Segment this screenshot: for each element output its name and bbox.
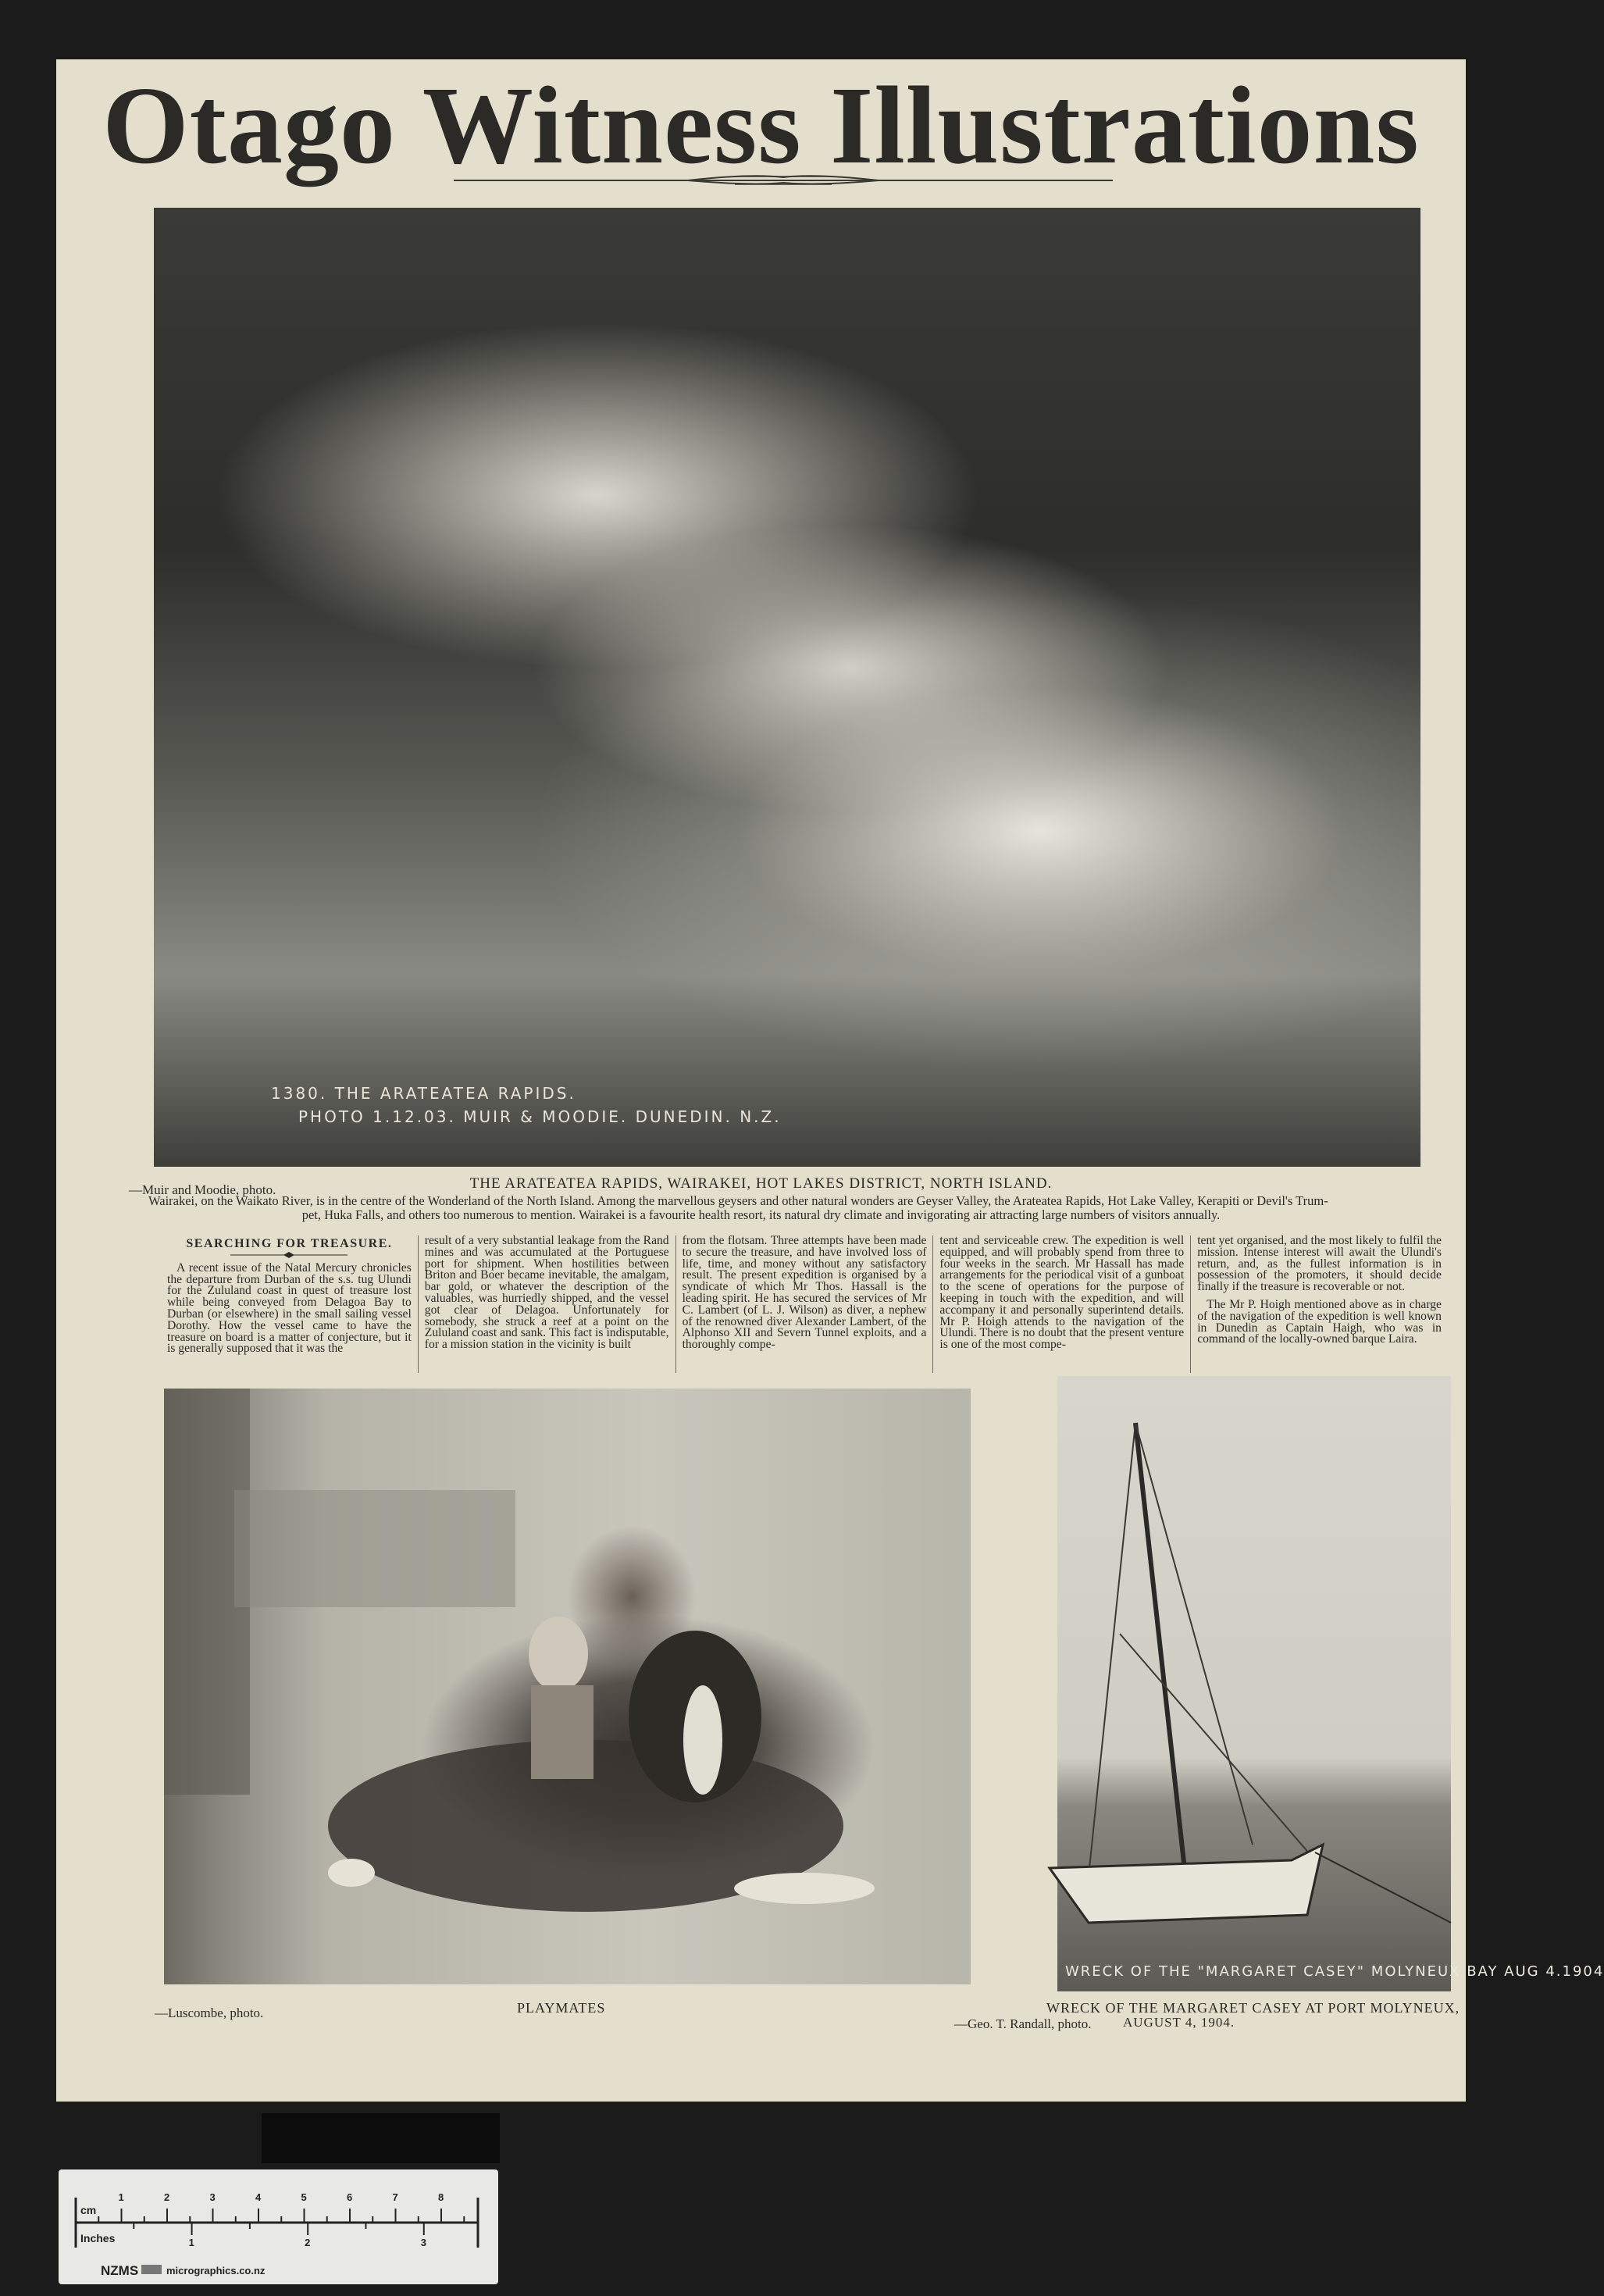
photo-caption: pet, Huka Falls, and others too numerous to mention. Wairakei is a favourite health resort, its natural dry climate and invigorating air attracting large numbers of visitors annually. xyxy=(301,1207,1221,1222)
article-column xyxy=(675,1235,933,1373)
photo-title: THE ARATEATEA RAPIDS, WAIRAKEI, HOT LAKES DISTRICT, NORTH ISLAND. xyxy=(469,1175,1053,1192)
article-paragraph: A recent issue of the Natal Mercury chronicles the departure from Durban of the s.s. tug Ulundi for the Zululand coast in quest of treasure lost while being conveyed from Delagoa Bay to Durban (or elsewhere) in the small sailing vessel Dorothy. How the vessel came to have the treasure on board is a matter of conjecture, but it is generally supposed that it was the xyxy=(167,1260,412,1356)
black-label-patch xyxy=(262,2113,500,2163)
cm-tick-label: 3 xyxy=(209,2191,216,2203)
article-column xyxy=(161,1235,418,1373)
scale-ruler xyxy=(59,2169,498,2284)
article-paragraph: from the flotsam. Three attempts have been made to secure the treasure, and have involved loss of life, time, and money without any satisfactory result. The present expedition is organised by a syndicate of which Mr Thos. Hassall is the leading spirit. He has secured the services of Mr C. Lambert (of L. J. Wilson) as diver, a nephew of the renowned diver Alexander Lambert, of the Alphonso XII and Severn Tunnel exploits, and a thoroughly compe- xyxy=(682,1234,927,1352)
article-searching-for-treasure xyxy=(161,1235,1448,1373)
inch-tick-label: 2 xyxy=(305,2237,311,2248)
inch-tick-label: 1 xyxy=(188,2237,194,2248)
photo-title: WRECK OF THE MARGARET CASEY AT PORT MOLYNEUX, xyxy=(1046,2000,1460,2016)
cm-tick-label: 2 xyxy=(164,2191,170,2203)
cm-tick-label: 1 xyxy=(118,2191,124,2203)
diamond-rule xyxy=(230,1252,348,1258)
article-column xyxy=(1190,1235,1448,1373)
website-label: micrographics.co.nz xyxy=(166,2265,266,2276)
inches-label: Inches xyxy=(80,2232,116,2244)
playmates-photo xyxy=(164,1389,971,1984)
ornament-rule xyxy=(454,173,1113,186)
photo-inscription: PHOTO 1.12.03. MUIR & MOODIE. DUNEDIN. N.Z. xyxy=(298,1107,782,1126)
photo-credit: —Luscombe, photo. xyxy=(155,2005,264,2020)
cm-label: cm xyxy=(80,2204,97,2216)
cm-tick-label: 4 xyxy=(255,2191,262,2203)
article-paragraph: The Mr P. Hoigh mentioned above as in charge of the navigation of the expedition is well known in Dunedin as Captain Haigh, who was in command of the locally-owned barque Laira. xyxy=(1197,1297,1442,1346)
article-paragraph: result of a very substantial leakage from the Rand mines and was accumulated at the Portuguese port for shipment. When hostilities between Briton and Boer became inevitable, the amalgam, bar gold, or whatever the description of the valuables, was hurriedly shipped, and the vessel got clear of Delagoa. Unfortunately for somebody, she struck a reef at a point on the Zululand coast and sank. This fact is indisputable, for a mission station in the vicinity is built xyxy=(424,1234,669,1352)
brand-icons xyxy=(141,2265,162,2274)
cm-tick-label: 6 xyxy=(347,2191,353,2203)
cm-tick-label: 5 xyxy=(301,2191,307,2203)
brand-logo: NZMS xyxy=(101,2263,139,2278)
photo-credit: —Muir and Moodie, photo. xyxy=(129,1182,276,1197)
photo-title: PLAYMATES xyxy=(517,2000,606,2016)
girl-and-dog-figure xyxy=(164,1389,971,1984)
sailing-ship-figure xyxy=(1057,1376,1451,1991)
photo-caption: Wairakei, on the Waikato River, is in the centre of the Wonderland of the North Island. Among the marvellous geysers and other natural wonders are Geyser Valley, the Arateatea Rapids, Hot Lake Valley, Kerapiti or Devil's Trum- xyxy=(148,1193,1328,1208)
article-heading: SEARCHING FOR TREASURE. xyxy=(186,1237,393,1250)
article-column xyxy=(418,1235,675,1373)
photo-inscription: 1380. THE ARATEATEA RAPIDS. xyxy=(271,1084,576,1103)
article-paragraph: tent and serviceable crew. The expedition is well equipped, and will probably spend from three to four weeks in the search. Mr Hassall has made arrangements for the periodical visit of a gunboat to the scene of operations for the purpose of keeping in touch with the expedition, and will accompany it and personally superintend details. Mr P. Hoigh attends to the navigation of the Ulundi. There is no doubt that the present venture is one of the most compe- xyxy=(939,1234,1185,1352)
article-paragraph: tent yet organised, and the most likely to fulfil the mission. Intense interest will await the Ulundi's return, and, as the fullest information is in possession of the promoters, it should decide finally if the treasure is recoverable or not. xyxy=(1197,1234,1442,1294)
cm-tick-label: 7 xyxy=(392,2191,398,2203)
margaret-casey-wreck-photo xyxy=(1057,1376,1604,1991)
photo-date: AUGUST 4, 1904. xyxy=(1123,2015,1235,2030)
photo-inscription: WRECK OF THE "MARGARET CASEY" MOLYNEUX BAY AUG 4.1904 xyxy=(1065,1963,1604,1980)
inch-tick-label: 3 xyxy=(420,2237,426,2248)
cm-tick-label: 8 xyxy=(438,2191,444,2203)
masthead-title: Otago Witness Illustrations xyxy=(102,63,1420,187)
photo-credit: —Geo. T. Randall, photo. xyxy=(954,2016,1092,2031)
arateatea-rapids-photo xyxy=(154,208,1420,1167)
article-column xyxy=(932,1235,1190,1373)
